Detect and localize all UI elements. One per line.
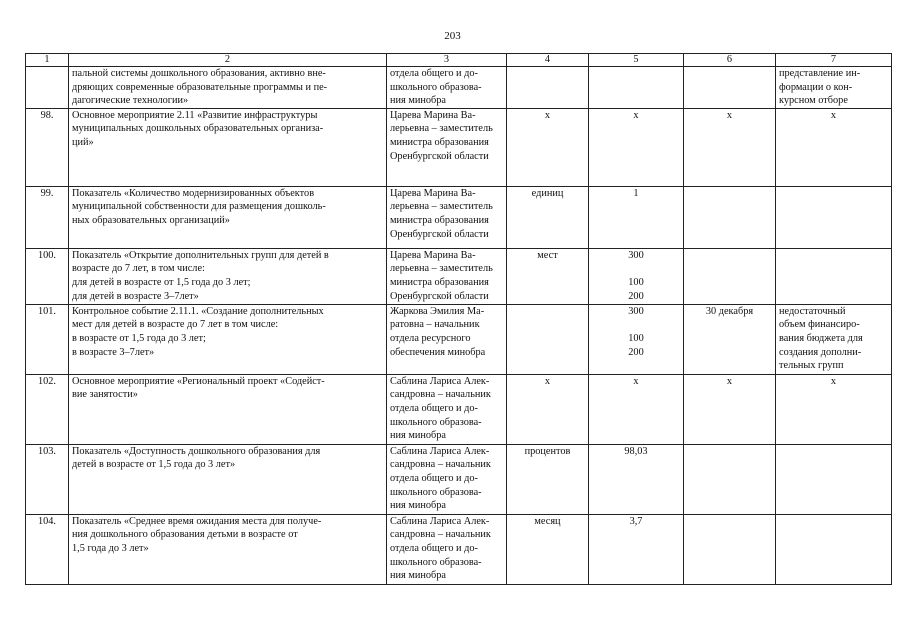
unit: х xyxy=(507,374,589,444)
target-value: 1 xyxy=(589,186,684,248)
note: представление ин- формации о кон- курсном отборе xyxy=(776,67,892,109)
unit: х xyxy=(507,108,589,186)
document-table xyxy=(25,53,892,585)
deadline: х xyxy=(684,108,776,186)
note xyxy=(776,248,892,304)
table-row xyxy=(26,108,892,186)
unit xyxy=(507,304,589,374)
row-number: 100. xyxy=(26,248,69,304)
row-number: 104. xyxy=(26,514,69,584)
target-value: 3,7 xyxy=(589,514,684,584)
row-number: 99. xyxy=(26,186,69,248)
row-number: 101. xyxy=(26,304,69,374)
column-header: 3 xyxy=(387,54,507,67)
responsible-person: Саблина Лариса Алек- сандровна – начальник отдела общего и до- школьного образова- ния минобра xyxy=(387,374,507,444)
row-number xyxy=(26,67,69,109)
column-header: 4 xyxy=(507,54,589,67)
deadline xyxy=(684,248,776,304)
page-number: 203 xyxy=(444,30,461,42)
table-row xyxy=(26,514,892,584)
responsible-person: Саблина Лариса Алек- сандровна – начальник отдела общего и до- школьного образова- ния минобра xyxy=(387,514,507,584)
unit: мест xyxy=(507,248,589,304)
responsible-person: Царева Марина Ва- лерьевна – заместитель министра образования Оренбургской области xyxy=(387,248,507,304)
item-name: Контрольное событие 2.11.1. «Создание дополнительных мест для детей в возрасте до 7 лет в том числе: в возрасте от 1,5 года до 3 лет; в возрасте 3–7лет» xyxy=(69,304,387,374)
table-row xyxy=(26,374,892,444)
row-number: 102. xyxy=(26,374,69,444)
column-header: 2 xyxy=(69,54,387,67)
unit: месяц xyxy=(507,514,589,584)
row-number: 98. xyxy=(26,108,69,186)
note: х xyxy=(776,374,892,444)
table-row xyxy=(26,444,892,514)
target-value xyxy=(589,67,684,109)
deadline xyxy=(684,514,776,584)
item-name: Показатель «Открытие дополнительных групп для детей в возрасте до 7 лет, в том числе: для детей в возрасте от 1,5 года до 3 лет; для детей в возрасте 3–7лет» xyxy=(69,248,387,304)
item-name: Основное мероприятие «Региональный проект «Содейст- вие занятости» xyxy=(69,374,387,444)
item-name: Основное мероприятие 2.11 «Развитие инфраструктуры муниципальных дошкольных образовательных организа- ций» xyxy=(69,108,387,186)
note xyxy=(776,444,892,514)
row-number: 103. xyxy=(26,444,69,514)
column-header: 1 xyxy=(26,54,69,67)
unit xyxy=(507,67,589,109)
note: х xyxy=(776,108,892,186)
responsible-person: Царева Марина Ва- лерьевна – заместитель министра образования Оренбургской области xyxy=(387,108,507,186)
responsible-person: отдела общего и до- школьного образова- ния минобра xyxy=(387,67,507,109)
unit: единиц xyxy=(507,186,589,248)
table-row xyxy=(26,248,892,304)
table-row xyxy=(26,186,892,248)
note xyxy=(776,514,892,584)
responsible-person: Царева Марина Ва- лерьевна – заместитель министра образования Оренбургской области xyxy=(387,186,507,248)
note xyxy=(776,186,892,248)
table-row xyxy=(26,304,892,374)
target-value: х xyxy=(589,374,684,444)
target-value: 300 100 200 xyxy=(589,304,684,374)
deadline xyxy=(684,186,776,248)
deadline: 30 декабря xyxy=(684,304,776,374)
table-header-row xyxy=(26,54,892,67)
column-header: 7 xyxy=(776,54,892,67)
responsible-person: Жаркова Эмилия Ма- ратовна – начальник отдела ресурсного обеспечения минобра xyxy=(387,304,507,374)
deadline xyxy=(684,444,776,514)
column-header: 6 xyxy=(684,54,776,67)
unit: процентов xyxy=(507,444,589,514)
item-name: пальной системы дошкольного образования, активно вне- дряющих современные образовательные программы и пе- дагогические технологии» xyxy=(69,67,387,109)
target-value: х xyxy=(589,108,684,186)
target-value: 300 100 200 xyxy=(589,248,684,304)
deadline xyxy=(684,67,776,109)
note: недостаточный объем финансиро- вания бюджета для создания дополни- тельных групп xyxy=(776,304,892,374)
deadline: х xyxy=(684,374,776,444)
responsible-person: Саблина Лариса Алек- сандровна – начальник отдела общего и до- школьного образова- ния минобра xyxy=(387,444,507,514)
column-header: 5 xyxy=(589,54,684,67)
table-row xyxy=(26,67,892,109)
item-name: Показатель «Доступность дошкольного образования для детей в возрасте от 1,5 года до 3 лет» xyxy=(69,444,387,514)
item-name: Показатель «Количество модернизированных объектов муниципальной собственности для размещения дошколь- ных образовательных организаций» xyxy=(69,186,387,248)
target-value: 98,03 xyxy=(589,444,684,514)
item-name: Показатель «Среднее время ожидания места для получе- ния дошкольного образования детьми в возрасте от 1,5 года до 3 лет» xyxy=(69,514,387,584)
